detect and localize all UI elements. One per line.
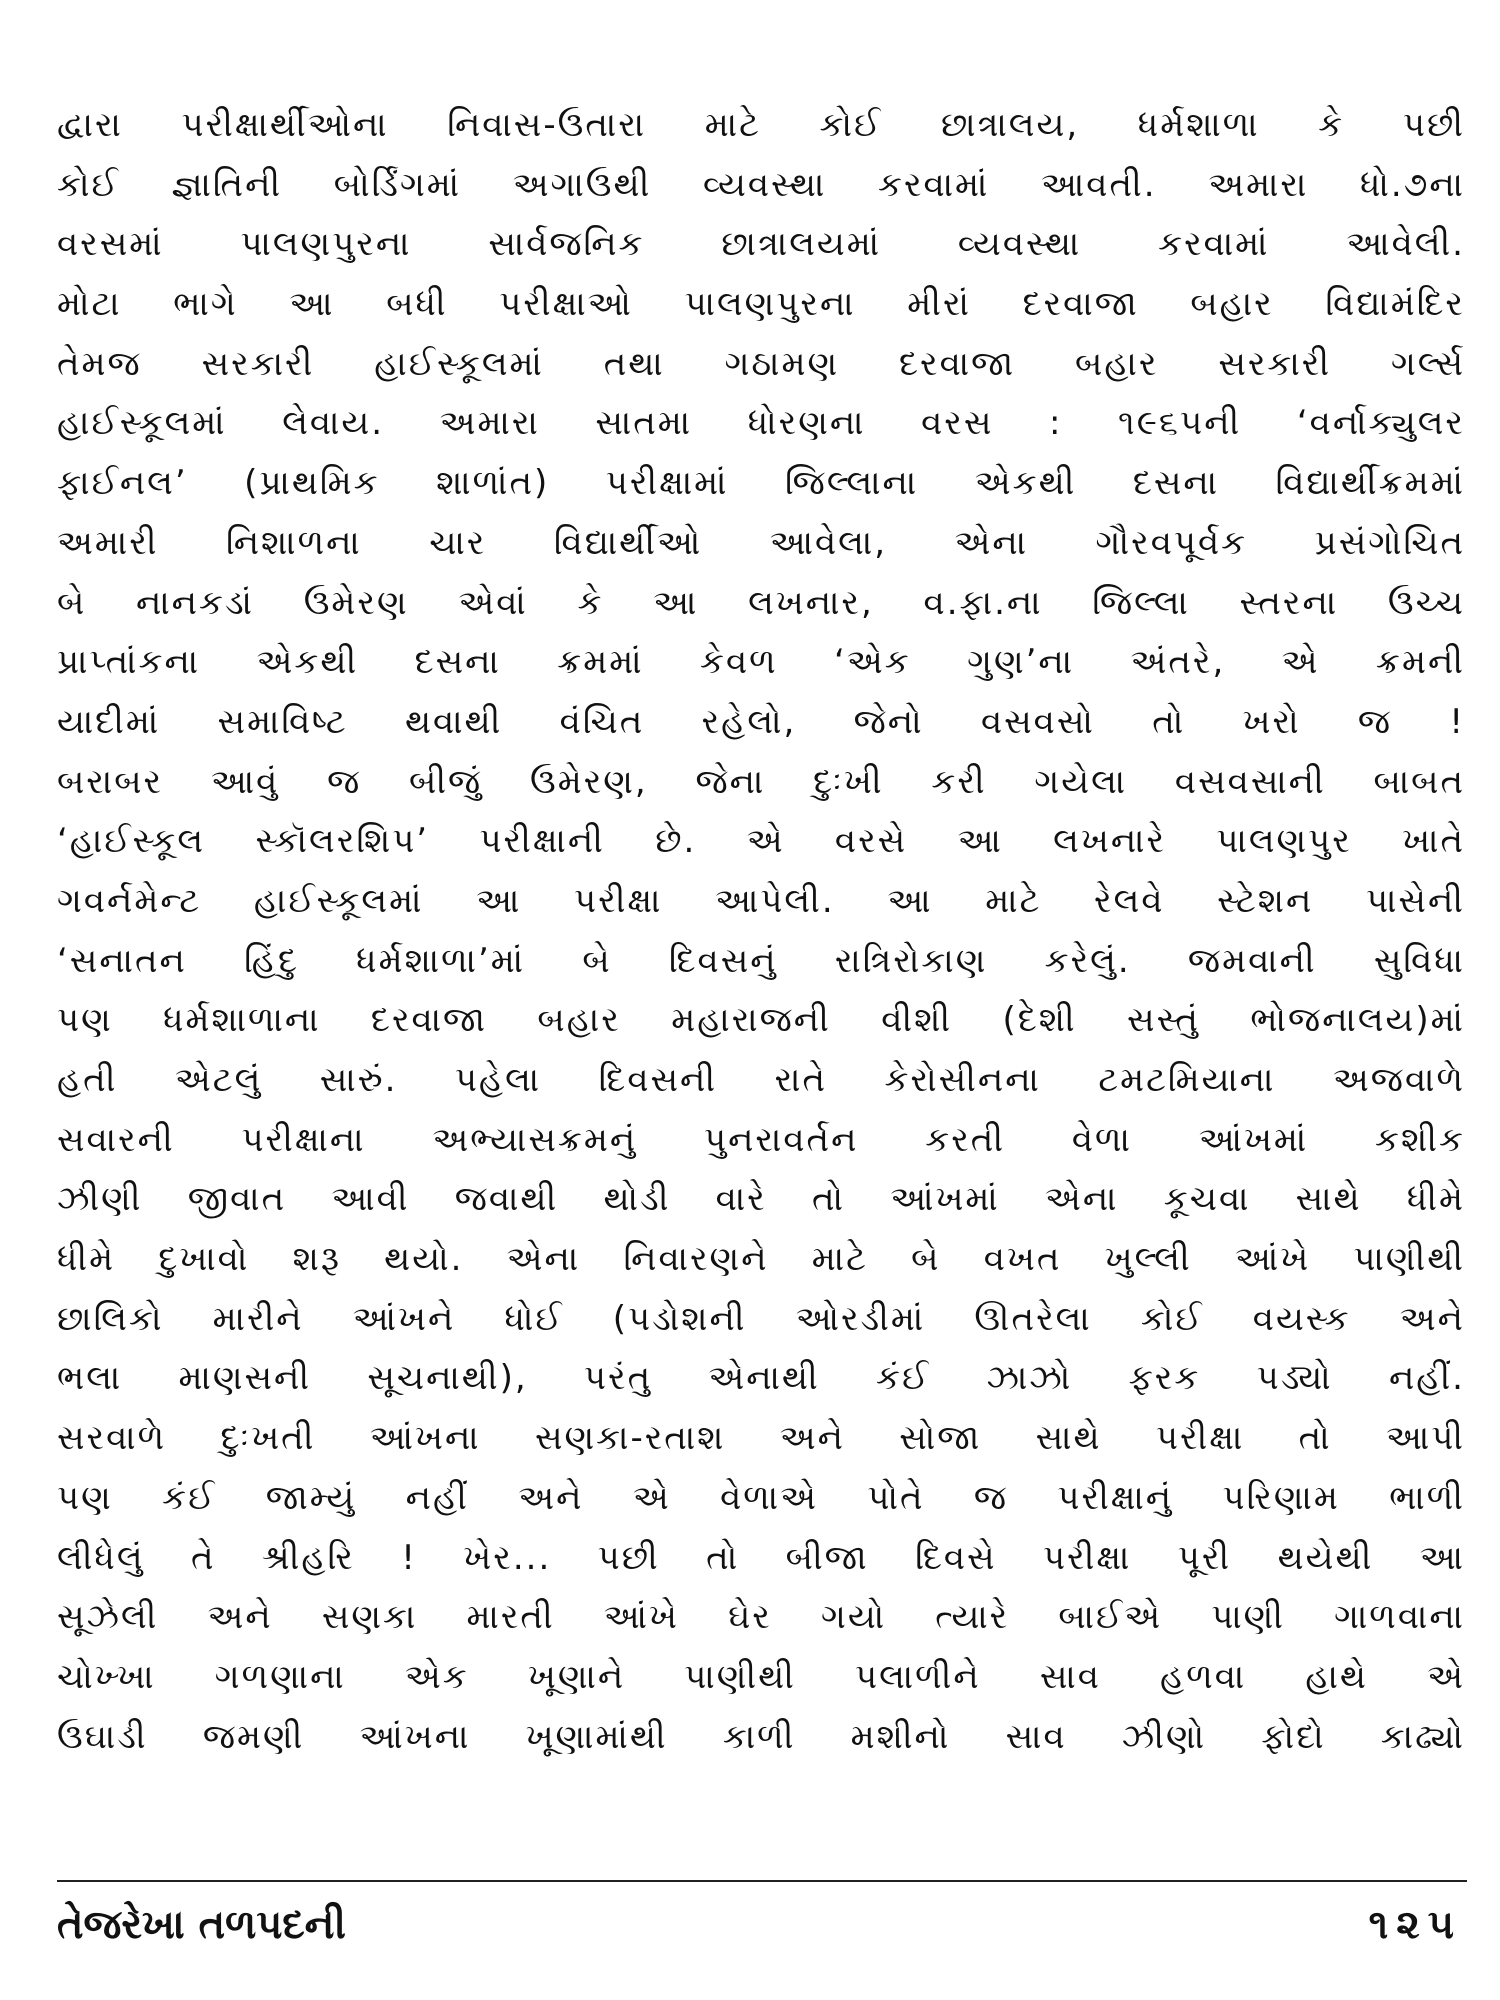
- text-line: મોટા ભાગે આ બધી પરીક્ષાઓ પાલણપુરના મીરાં દરવાજા બહાર વિદ્યામંદિર: [57, 284, 1465, 325]
- text-line: અમારી નિશાળના ચાર વિદ્યાર્થીઓ આવેલા, એના ગૌરવપૂર્વક પ્રસંગોચિત: [57, 522, 1465, 563]
- text-line: ધીમે દુખાવો શરૂ થયો. એના નિવારણને માટે બે વખત ખુલ્લી આંખે પાણીથી: [57, 1239, 1465, 1280]
- text-line: પણ ધર્મશાળાના દરવાજા બહાર મહારાજની વીશી (દેશી સસ્તું ભોજનાલય)માં: [57, 1000, 1465, 1041]
- text-line: સવારની પરીક્ષાના અભ્યાસક્રમનું પુનરાવર્તન કરતી વેળા આંખમાં કશીક: [57, 1119, 1465, 1160]
- text-line: યાદીમાં સમાવિષ્ટ થવાથી વંચિત રહેલો, જેનો વસવસો તો ખરો જ !: [57, 701, 1465, 742]
- footer-divider: [57, 1880, 1467, 1882]
- text-line: બે નાનકડાં ઉમેરણ એવાં કે આ લખનાર, વ.ફા.ના જિલ્લા સ્તરના ઉચ્ચ: [57, 582, 1465, 623]
- text-line: પણ કંઈ જામ્યું નહીં અને એ વેળાએ પોતે જ પરીક્ષાનું પરિણામ ભાળી: [57, 1477, 1465, 1518]
- text-line: ‘હાઈસ્કૂલ સ્કૉલરશિપ’ પરીક્ષાની છે. એ વરસે આ લખનારે પાલણપુર ખાતે: [57, 821, 1465, 862]
- text-line: દ્વારા પરીક્ષાર્થીઓના નિવાસ-ઉતારા માટે કોઈ છાત્રાલય, ધર્મશાળા કે પછી: [57, 105, 1465, 145]
- page-number: ૧૨૫: [1368, 1902, 1462, 1948]
- text-line: બરાબર આવું જ બીજું ઉમેરણ, જેના દુઃખી કરી ગયેલા વસવસાની બાબત: [57, 761, 1465, 802]
- text-line: ચોખ્ખા ગળણાના એક ખૂણાને પાણીથી પલાળીને સાવ હળવા હાથે એ: [57, 1656, 1465, 1697]
- text-line: વરસમાં પાલણપુરના સાર્વજનિક છાત્રાલયમાં વ્યવસ્થા કરવામાં આવેલી.: [57, 224, 1465, 265]
- text-line: ઝીણી જીવાત આવી જવાથી થોડી વારે તો આંખમાં એના કૂચવા સાથે ધીમે: [57, 1179, 1465, 1220]
- text-line: હતી એટલું સારું. પહેલા દિવસની રાતે કેરોસીનના ટમટમિયાના અજવાળે: [57, 1060, 1465, 1100]
- text-line: ગવર્નમેન્ટ હાઈસ્કૂલમાં આ પરીક્ષા આપેલી. આ માટે રેલવે સ્ટેશન પાસેની: [57, 880, 1465, 921]
- text-line: છાલિકો મારીને આંખને ધોઈ (પડોશની ઓરડીમાં ઊતરેલા કોઈ વયસ્ક અને: [57, 1298, 1465, 1339]
- text-line: હાઈસ્કૂલમાં લેવાય. અમારા સાતમા ધોરણના વરસ : ૧૯૬૫ની ‘વર્નાક્યુલર: [57, 403, 1465, 444]
- text-line: સૂઝેલી અને સણકા મારતી આંખે ઘેર ગયો ત્યારે બાઈએ પાણી ગાળવાના: [57, 1597, 1465, 1638]
- body-text: [57, 96, 1465, 1767]
- text-line: કોઈ જ્ઞાતિની બોર્ડિંગમાં અગાઉથી વ્યવસ્થા કરવામાં આવતી. અમારા ધો.૭ના: [57, 164, 1465, 205]
- text-line: ‘સનાતન હિંદુ ધર્મશાળા’માં બે દિવસનું રાત્રિરોકાણ કરેલું. જમવાની સુવિધા: [57, 940, 1465, 981]
- text-line: ભલા માણસની સૂચનાથી), પરંતુ એનાથી કંઈ ઝાઝો ફરક પડ્યો નહીં.: [57, 1358, 1465, 1399]
- text-line: તેમજ સરકારી હાઈસ્કૂલમાં તથા ગઠામણ દરવાજા બહાર સરકારી ગર્લ્સ: [57, 343, 1465, 384]
- text-line: લીધેલું તે શ્રીહરિ ! ખેર... પછી તો બીજા દિવસે પરીક્ષા પૂરી થયેથી આ: [57, 1537, 1465, 1578]
- text-line: ઉઘાડી જમણી આંખના ખૂણામાંથી કાળી મશીનો સાવ ઝીણો ફોદો કાઢ્યો: [57, 1716, 1465, 1757]
- text-line: સરવાળે દુઃખતી આંખના સણકા-રતાશ અને સોજા સાથે પરીક્ષા તો આપી: [57, 1418, 1465, 1459]
- text-line: પ્રાપ્તાંકના એકથી દસના ક્રમમાં કેવળ ‘એક ગુણ’ના અંતરે, એ ક્રમની: [57, 642, 1465, 683]
- running-footer-title: તેજરેખા તળપદની: [57, 1902, 346, 1948]
- text-line: ફાઈનલ’ (પ્રાથમિક શાળાંત) પરીક્ષામાં જિલ્લાના એકથી દસના વિદ્યાર્થીક્રમમાં: [57, 463, 1465, 504]
